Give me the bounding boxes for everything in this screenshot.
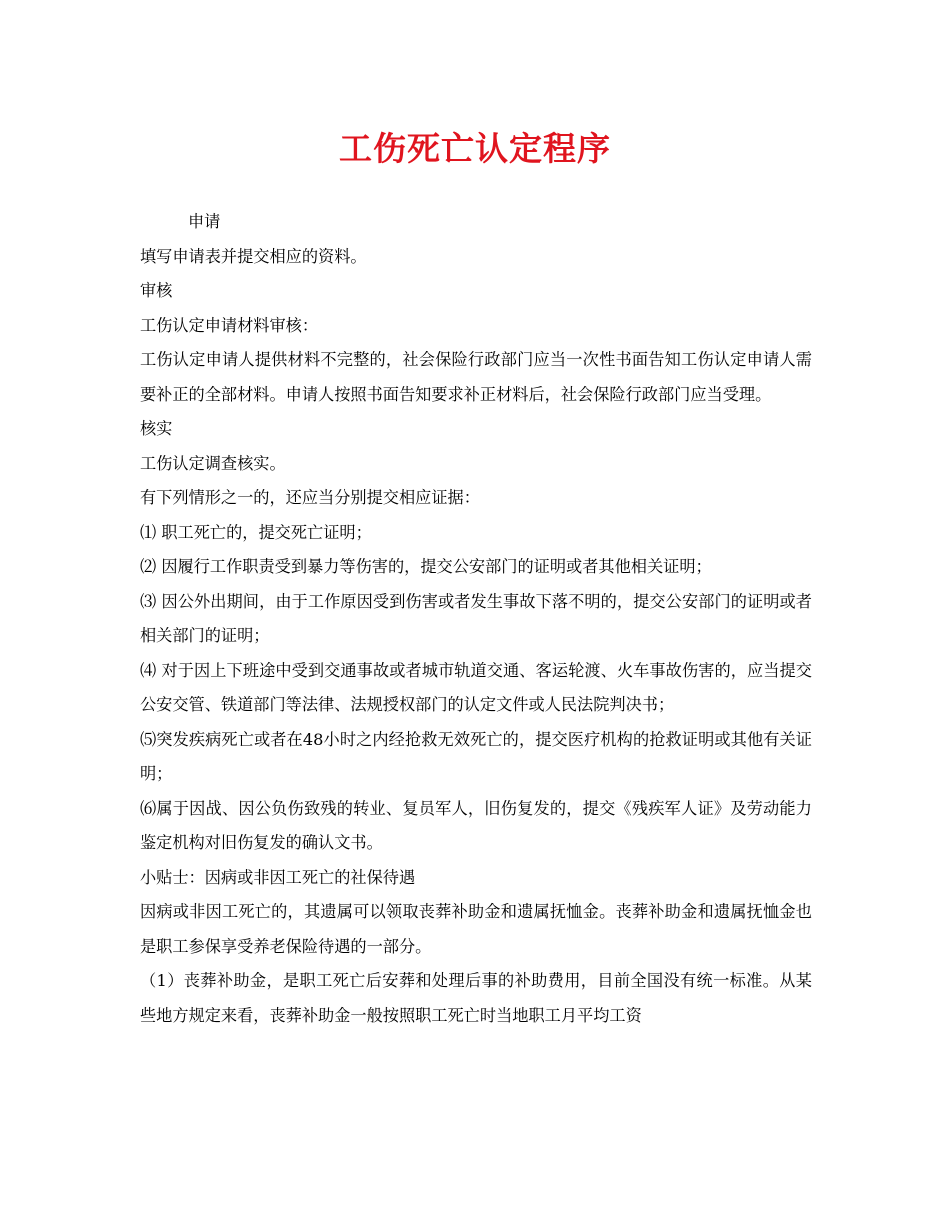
section-heading-apply: 申请 xyxy=(188,212,221,231)
paragraph: 填写申请表并提交相应的资料。 xyxy=(140,246,367,266)
paragraph: 因病或非因工死亡的，其遗属可以领取丧葬补助金和遗属抚恤金。丧葬补助金和遗属抚恤金也是职工参保享受养老保险待遇的一部分。 xyxy=(140,902,812,956)
list-item: ⑵ 因履行工作职责受到暴力等伤害的，提交公安部门的证明或者其他相关证明； xyxy=(140,557,712,576)
paragraph: 工伤认定调查核实。 xyxy=(140,453,286,473)
paragraph: 有下列情形之一的，还应当分别提交相应证据： xyxy=(140,488,480,507)
list-item: ⑶ 因公外出期间，由于工作原因受到伤害或者发生事故下落不明的，提交公安部门的证明或者相关部门的证明； xyxy=(140,591,812,645)
list-item: ⑴ 职工死亡的，提交死亡证明； xyxy=(140,522,372,542)
list-item: ⑹属于因战、因公负伤致残的转业、复员军人，旧伤复发的，提交《残疾军人证》及劳动能力鉴定机构对旧伤复发的确认文书。 xyxy=(140,798,812,852)
document-title: 工伤死亡认定程序 xyxy=(339,129,611,168)
paragraph: （1）丧葬补助金，是职工死亡后安葬和处理后事的补助费用，目前全国没有统一标准。从某些地方规定来看，丧葬补助金一般按照职工死亡时当地职工月平均工资 xyxy=(140,971,812,1025)
section-heading-review: 审核 xyxy=(140,281,173,300)
tip-heading: 小贴士：因病或非因工死亡的社保待遇 xyxy=(140,867,416,887)
paragraph: 工伤认定申请人提供材料不完整的，社会保险行政部门应当一次性书面告知工伤认定申请人需要补正的全部材料。申请人按照书面告知要求补正材料后，社会保险行政部门应当受理。 xyxy=(140,350,812,404)
paragraph: 工伤认定申请材料审核： xyxy=(140,315,319,335)
list-item: ⑸突发疾病死亡或者在48小时之内经抢救无效死亡的，提交医疗机构的抢救证明或其他有关证明； xyxy=(140,729,812,783)
document-body xyxy=(140,205,812,1033)
section-heading-verify: 核实 xyxy=(140,419,173,438)
list-item: ⑷ 对于因上下班途中受到交通事故或者城市轨道交通、客运轮渡、火车事故伤害的，应当提交公安交管、铁道部门等法律、法规授权部门的认定文件或人民法院判决书； xyxy=(140,660,812,714)
